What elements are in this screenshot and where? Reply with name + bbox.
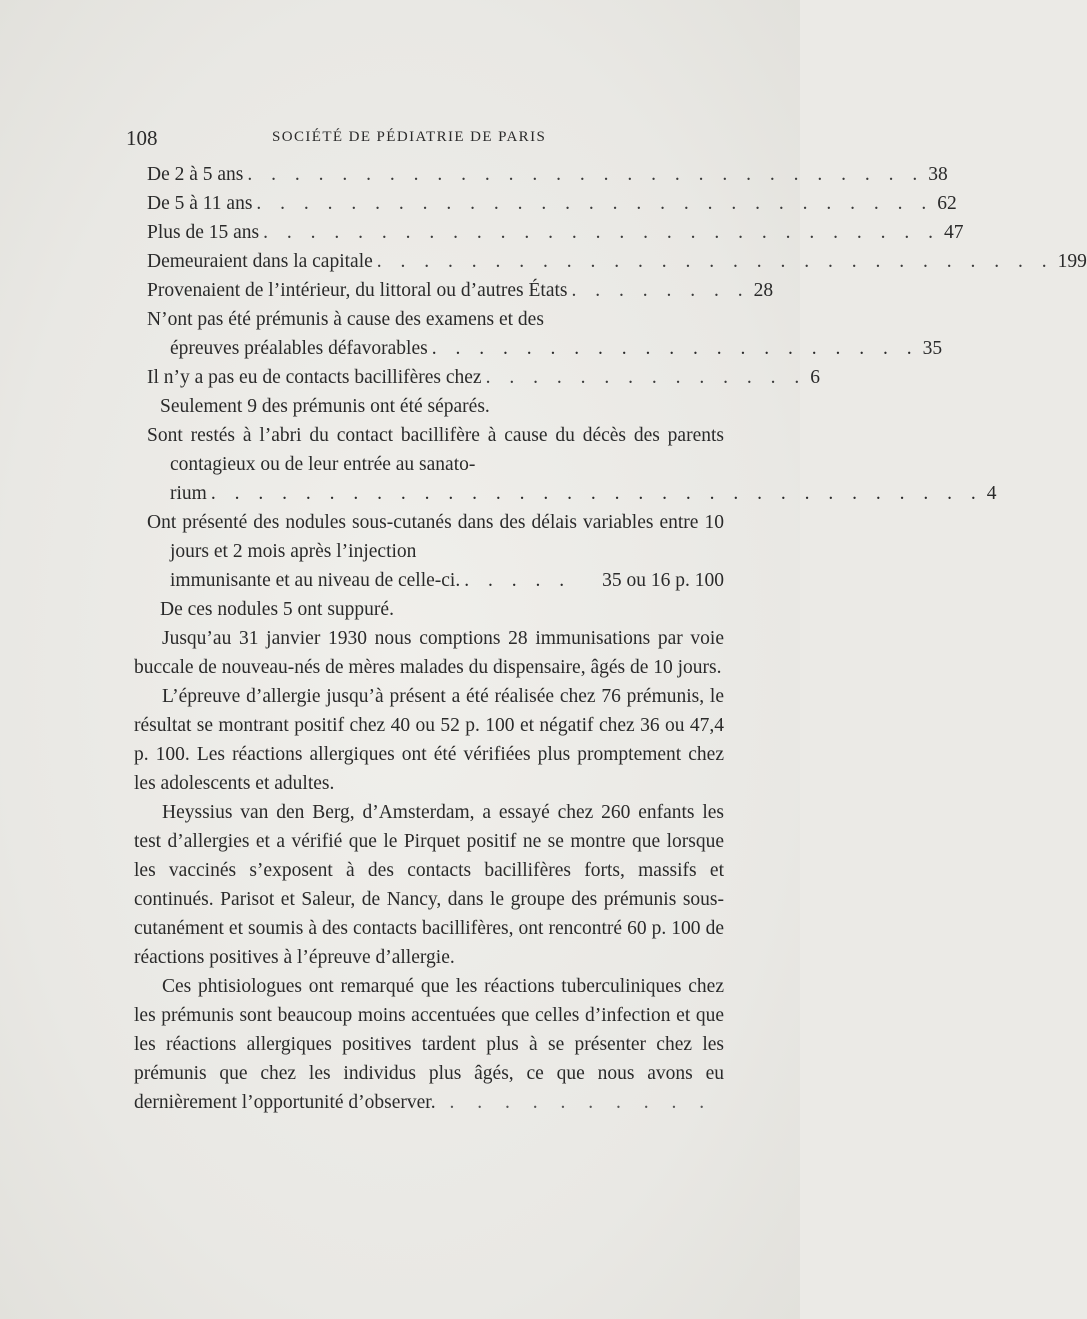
entry-text: Ont présenté des nodules sous-cutanés dans des délais variables entre 10 jours et 2 mois après l’injection [147,512,724,562]
stat-value: 38 [928,164,948,185]
leader-dots: . . . . . [464,570,572,591]
stat-row [134,160,948,189]
stat-label: Il n’y a pas eu de contacts bacillifères chez [147,367,482,388]
page-body [134,160,1087,1117]
trailing-dots: . . . . . . . . . . [435,1092,714,1113]
not-vaccinated-entry [134,305,943,363]
paragraph [134,972,724,1117]
stat-row [134,276,774,305]
leader-dots: . . . . . . . . . . . . . . [485,367,807,388]
separated-line: Seulement 9 des prémunis ont été séparés. [160,396,490,417]
stat-label: Plus de 15 ans [147,222,260,243]
stat-value: 28 [753,280,774,301]
stat-value: 62 [937,193,957,214]
stat-value: 35 ou 16 p. 100 [602,570,724,591]
stat-row [134,247,1087,276]
stat-label: Demeuraient dans la capitale [147,251,373,272]
entry-text-end: épreuves préalables défavorables [170,338,428,359]
paragraph-text: Ces phtisiologues ont remarqué que les réactions tuberculiniques chez les prémunis sont beaucoup moins accentuées que celles d’infection et que les réactions allergiques positives tardent plus à se présenter chez les prémunis que chez les individus plus âgés, ce que nous avons eu dernièrement l’opportunité d’observer. [134,976,724,1113]
paragraph: Heyssius van den Berg, d’Amsterdam, a essayé chez 260 enfants les test d’allergies et a vérifié que le Pirquet positif ne se montre que lorsque les vaccinés s’exposent à des contacts bacillifères forts, massifs et continués. Parisot et Saleur, de Nancy, dans le groupe des prémunis sous-cutanément et soumis à des contacts bacillifères, ont rencontré 60 p. 100 de réactions positives à l’épreuve d’allergie. [134,802,724,968]
entry-text-end: immunisante et au niveau de celle-ci. [170,570,461,591]
stat-value: 35 [922,338,943,359]
entry-last-line [170,479,997,508]
entry-text-end: rium [170,483,207,504]
running-head: SOCIÉTÉ DE PÉDIATRIE DE PARIS [272,129,547,145]
sheltered-entry [134,421,997,508]
stat-row [134,189,957,218]
entry-last-line [170,334,943,363]
page-header [126,126,716,150]
stat-label: De 2 à 5 ans [147,164,244,185]
stat-row [134,218,964,247]
leader-dots: . . . . . . . . . . . . . . . . . . . . . . . . . . . . . [263,222,940,243]
entry-text: Sont restés à l’abri du contact bacillifère à cause du décès des parents contagieux ou de leur entrée au sanato- [147,425,724,475]
entry-last-line [170,566,724,595]
stat-label: Provenaient de l’intérieur, du littoral ou d’autres États [147,280,568,301]
leader-dots: . . . . . . . . . . . . . . . . . . . . . . . . . . . . . [376,251,1054,272]
stat-value: 199 [1057,251,1087,272]
paragraph: Jusqu’au 31 janvier 1930 nous comptions 28 immunisations par voie buccale de nouveau-nés de mères malades du dispensaire, âgés de 10 jours. [134,628,724,678]
stat-row [134,363,820,392]
leader-dots: . . . . . . . . . . . . . . . . . . . . . . . . . . . . . [256,193,934,214]
entry-text: N’ont pas été prémunis à cause des examens et des [147,309,544,330]
leader-dots: . . . . . . . . . . . . . . . . . . . . . . . . . . . . . [247,164,925,185]
stat-value: 47 [944,222,964,243]
nodules-entry [134,508,724,595]
suppurated-line: De ces nodules 5 ont suppuré. [160,599,394,620]
paragraph: L’épreuve d’allergie jusqu’à présent a été réalisée chez 76 prémunis, le résultat se montrant positif chez 40 ou 52 p. 100 et négatif chez 36 ou 47,4 p. 100. Les réactions allergiques ont été vérifiées plus promptement chez les adolescents et adultes. [134,686,724,794]
leader-dots: . . . . . . . . . . . . . . . . . . . . . [431,338,919,359]
leader-dots: . . . . . . . . [571,280,750,301]
stat-value: 4 [986,483,997,504]
page-number: 108 [126,126,158,150]
leader-dots: . . . . . . . . . . . . . . . . . . . . . . . . . . . . . . . . . [210,483,983,504]
stat-label: De 5 à 11 ans [147,193,253,214]
stat-value: 6 [810,367,820,388]
